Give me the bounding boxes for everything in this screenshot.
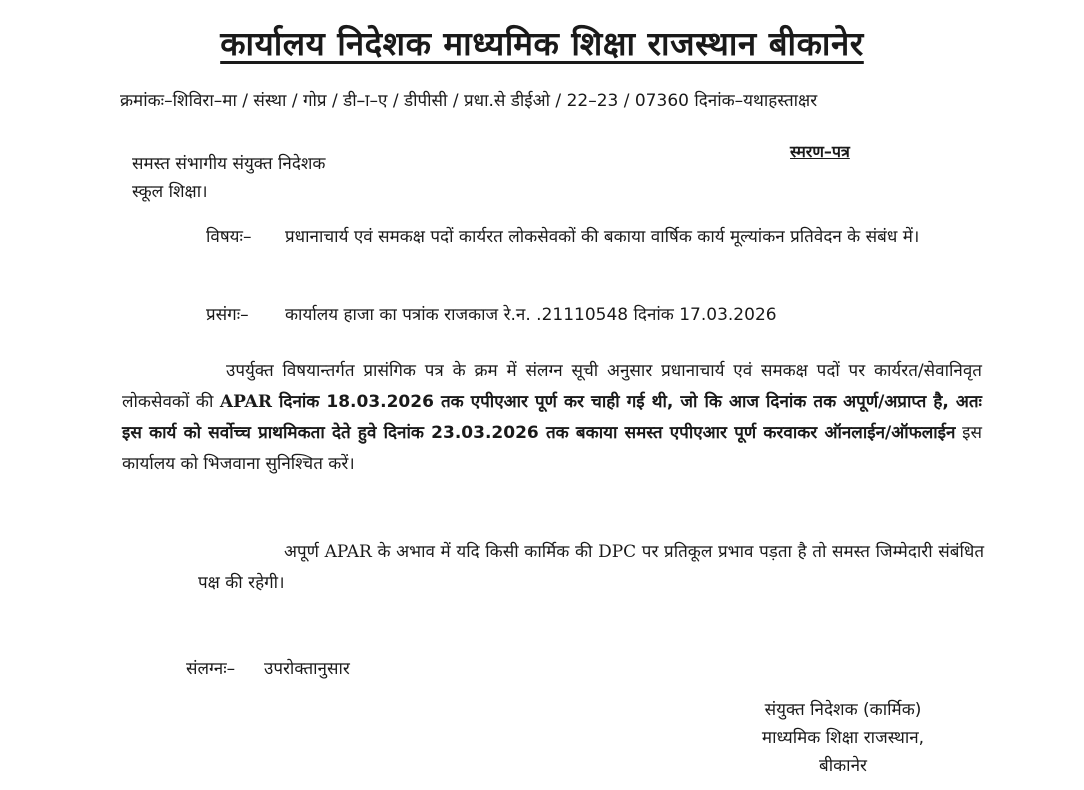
subject-text: प्रधानाचार्य एवं समकक्ष पदों कार्यरत लोकसेवकों की बकाया वार्षिक कार्य मूल्यांकन प्रतिवेदन के संबंध में।	[285, 227, 920, 247]
para1-text-end: इस कार्यालय को भिजवाना सुनिश्चित करें।	[122, 423, 982, 474]
body-paragraph-2	[198, 537, 984, 599]
para1-text-start: उपर्युक्त विषयान्तर्गत प्रासंगिक पत्र के क्रम में संलग्न सूची अनुसार प्रधानाचार्य एवं समकक्ष पदों पर कार्यरत/सेवानिवृत लोकसेवकों की	[122, 361, 982, 412]
signature-block	[738, 696, 948, 780]
signature-line-1: संयुक्त निदेशक (कार्मिक)	[764, 700, 922, 720]
para2-apar-term: APAR	[324, 542, 372, 562]
para2-dpc-term: DPC	[598, 542, 637, 562]
office-title-block	[0, 20, 1084, 65]
reference-line: क्रमांकः–शिविरा–मा / संस्था / गोप्र / डी–ा–ए / डीपीसी / प्रधा.से डीईओ / 22–23 / 07360 दिनांक–यथाहस्ताक्षर	[120, 91, 818, 111]
enclosure-label: संलग्नः–	[186, 659, 236, 679]
signature-line-3: बीकानेर	[819, 756, 867, 776]
signature-line-2: माध्यमिक शिक्षा राजस्थान,	[761, 728, 925, 748]
context-label: प्रसंगः–	[206, 305, 249, 325]
context-text: कार्यालय हाजा का पत्रांक राजकाज रे.न. .21110548 दिनांक 17.03.2026	[285, 305, 777, 325]
subject-label: विषयः–	[206, 227, 252, 247]
addressee-line-1: समस्त संभागीय संयुक्त निदेशक	[132, 154, 326, 174]
body-paragraph-1	[122, 356, 982, 480]
memo-type-label: स्मरण–पत्र	[790, 142, 850, 161]
para2-text-mid: के अभाव में यदि किसी कार्मिक की	[371, 542, 599, 562]
para1-bold-text: दिनांक 18.03.2026 तक एपीएआर पूर्ण कर चाही गई थी, जो कि आज दिनांक तक अपूर्ण/अप्राप्त है, अतः इस कार्य को सर्वोच्च प्राथमिकता देते हुवे दिनांक 23.03.2026 तक बकाया समस्त एपीएआर पूर्ण करवाकर ऑनलाईन/ऑफलाईन	[122, 392, 982, 443]
para2-text-start: अपूर्ण	[284, 542, 325, 562]
para1-apar-term: APAR	[219, 392, 272, 412]
addressee-block	[132, 150, 326, 206]
office-title: कार्यालय निदेशक माध्यमिक शिक्षा राजस्थान बीकानेर	[220, 24, 864, 63]
para2-text-end: पर प्रतिकूल प्रभाव पड़ता है तो समस्त जिम्मेदारी संबंधित पक्ष की रहेगी।	[198, 542, 985, 593]
enclosure-text: उपरोक्तानुसार	[264, 659, 350, 679]
addressee-line-2: स्कूल शिक्षा।	[132, 182, 208, 202]
